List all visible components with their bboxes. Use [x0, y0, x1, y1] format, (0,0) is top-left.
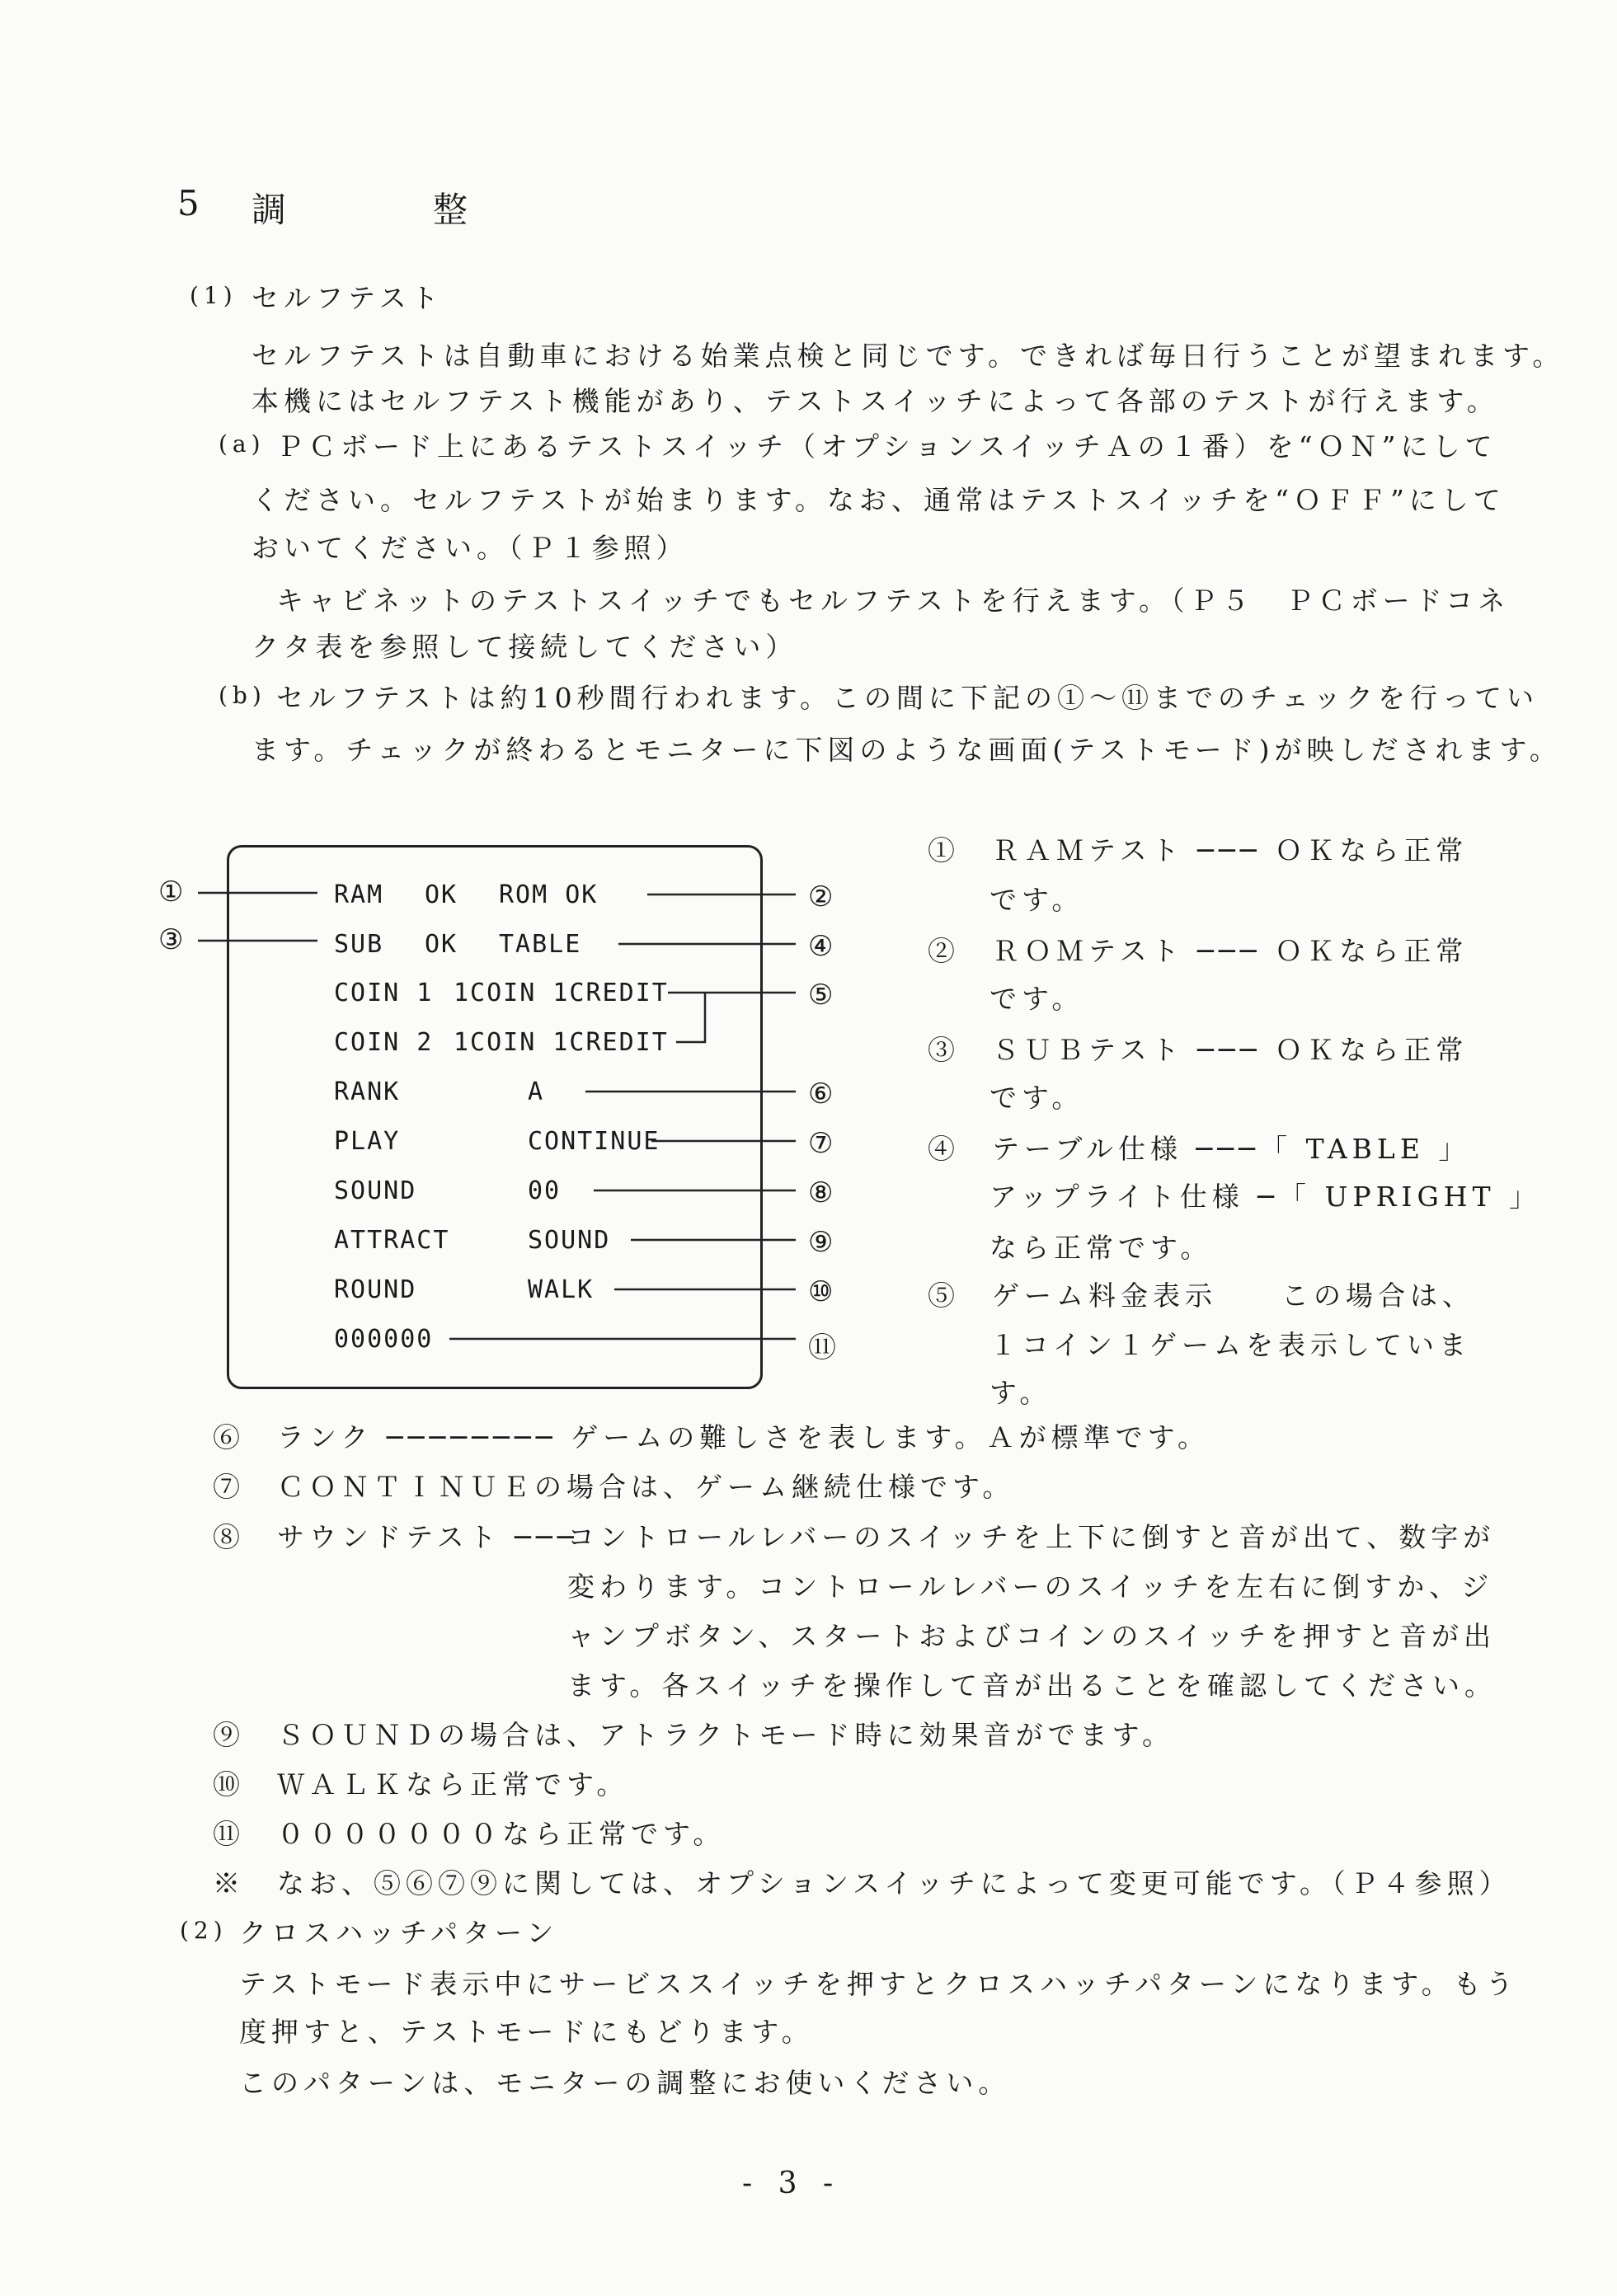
screen-row-sound-label: SOUND: [334, 1176, 417, 1205]
callout-1: ①: [158, 876, 184, 909]
screen-row-round-label: ROUND: [334, 1275, 417, 1304]
screen-row-score: 000000: [334, 1325, 434, 1354]
note-5-line-2: １コイン１ゲームを表示していま: [989, 1329, 1472, 1361]
screen-row-coin1-value: 1COIN 1CREDIT: [454, 979, 669, 1007]
item-a-line-2: ください。セルフテストが始まります。なお、通常はテストスイッチを“ＯＦＦ”にして: [251, 484, 1506, 516]
screen-row-sub-label: SUB: [334, 930, 384, 959]
note-1-line-1: ① ＲＡＭテスト ─── ＯＫなら正常: [928, 834, 1469, 866]
note-11: ⑪ ０００００００なら正常です。: [213, 1818, 726, 1850]
callout-10: ⑩: [808, 1275, 834, 1308]
note-4-line-1: ④ テーブル仕様 ───「 TABLE 」: [928, 1133, 1471, 1165]
paragraph-2-line-2: 度押すと、テストモードにもどります。: [239, 2016, 814, 2048]
screen-row-coin2-label: COIN 2: [334, 1028, 434, 1057]
note-3-line-1: ③ ＳＵＢテスト ─── ＯＫなら正常: [928, 1034, 1469, 1066]
note-8-line-2: 変わります。コントロールレバーのスイッチを左右に倒すか、ジ: [567, 1571, 1494, 1603]
item-b-line-2: ます。チェックが終わるとモニターに下図のような画面(テストモード)が映しだされます。: [251, 734, 1562, 766]
note-3-line-2: です。: [989, 1082, 1084, 1114]
note-2-line-1: ② ＲＯＭテスト ─── ＯＫなら正常: [928, 935, 1469, 967]
note-4-line-3: なら正常です。: [989, 1232, 1213, 1264]
item-a-line-4: キャビネットのテストスイッチでもセルフテストを行えます。（Ｐ５ ＰＣボードコネ: [276, 585, 1511, 617]
screen-row-coin1-label: COIN 1: [334, 979, 434, 1007]
paragraph-1-line-1: セルフテストは自動車における始業点検と同じです。できれば毎日行うことが望まれます。: [251, 340, 1565, 372]
note-7: ⑦ ＣＯＮＴＩＮＵＥの場合は、ゲーム継続仕様です。: [213, 1471, 1015, 1503]
screen-row-sound-value: 00: [528, 1176, 562, 1205]
note-9: ⑨ ＳＯＵＮＤの場合は、アトラクトモード時に効果音がでます。: [213, 1719, 1175, 1751]
page-number: - 3 -: [742, 2167, 842, 2200]
screen-row-attract-label: ATTRACT: [334, 1226, 450, 1255]
screen-row-coin2-value: 1COIN 1CREDIT: [454, 1028, 669, 1057]
note-5-line-1: ⑤ ゲーム料金表示 この場合は、: [928, 1279, 1474, 1312]
item-a-line-3: おいてください。（Ｐ１参照）: [251, 532, 689, 564]
callout-6: ⑥: [808, 1078, 834, 1110]
subsection-1-marker: (1): [190, 282, 237, 309]
callout-7: ⑦: [808, 1127, 834, 1160]
screen-row-play-label: PLAY: [334, 1127, 401, 1156]
callout-11: ⑪: [808, 1331, 836, 1364]
screen-row-ram-label: RAM: [334, 880, 384, 909]
screen-row-play-value: CONTINUE: [528, 1127, 660, 1156]
callout-5: ⑤: [808, 979, 834, 1012]
item-a-line-1: ＰＣボード上にあるテストスイッチ（オプションスイッチＡの１番）を“ＯＮ”にして: [276, 430, 1497, 462]
callout-2: ②: [808, 880, 834, 913]
subsection-2-title: クロスハッチパターン: [239, 1917, 559, 1949]
note-8-line-1: コントロールレバーのスイッチを上下に倒すと音が出て、数字が: [567, 1521, 1496, 1553]
note-8-label: ⑧ サウンドテスト ───: [213, 1521, 579, 1553]
subsection-2-marker: (2): [180, 1917, 228, 1944]
screen-row-rank-label: RANK: [334, 1078, 401, 1106]
paragraph-1-line-2: 本機にはセルフテスト機能があり、テストスイッチによって各部のテストが行えます。: [251, 385, 1499, 417]
note-5-line-3: す。: [989, 1377, 1052, 1409]
paragraph-2-line-3: このパターンは、モニターの調整にお使いください。: [239, 2067, 1011, 2099]
note-8-line-4: ます。各スイッチを操作して音が出ることを確認してください。: [567, 1669, 1497, 1702]
subsection-1-title: セルフテスト: [251, 282, 444, 314]
screen-row-round-value: WALK: [528, 1275, 595, 1304]
screen-row-sub-status: OK: [425, 930, 458, 959]
screen-row-cabinet-type: TABLE: [499, 930, 582, 959]
section-title-part-1: 調: [251, 190, 290, 230]
screen-row-ram-status: OK: [425, 880, 458, 909]
screen-row-rom-status: ROM OK: [499, 880, 599, 909]
note-8-line-3: ャンプボタン、スタートおよびコインのスイッチを押すと音が出: [567, 1620, 1497, 1652]
callout-4: ④: [808, 930, 834, 963]
item-b-line-1: セルフテストは約10秒間行われます。この間に下記の①～⑪までのチェックを行ってい: [276, 682, 1539, 714]
note-10: ⑩ ＷＡＬＫなら正常です。: [213, 1768, 629, 1801]
callout-8: ⑧: [808, 1176, 834, 1209]
item-a-marker: (a): [219, 430, 266, 458]
note-6: ⑥ ランク ──────── ゲームの難しさを表します。Ａが標準です。: [213, 1421, 1210, 1453]
screen-row-attract-value: SOUND: [528, 1226, 611, 1255]
note-1-line-2: です。: [989, 884, 1084, 916]
note-4-line-2: アップライト仕様 ─「 UPRIGHT 」: [989, 1181, 1542, 1213]
item-a-line-5: クタ表を参照して接続してください）: [251, 631, 798, 663]
paragraph-2-line-1: テストモード表示中にサービススイッチを押すとクロスハッチパターンになります。もう: [239, 1968, 1518, 2000]
section-title-part-2: 整: [433, 190, 472, 230]
callout-3: ③: [158, 923, 184, 956]
note-2-line-2: です。: [989, 983, 1084, 1015]
section-number: 5: [177, 183, 203, 223]
note-options: ※ なお、⑤⑥⑦⑨に関しては、オプションスイッチによって変更可能です。（Ｐ４参照）: [213, 1867, 1511, 1899]
screen-row-rank-value: A: [528, 1078, 545, 1106]
item-b-marker: (b): [219, 682, 266, 709]
callout-9: ⑨: [808, 1226, 834, 1259]
